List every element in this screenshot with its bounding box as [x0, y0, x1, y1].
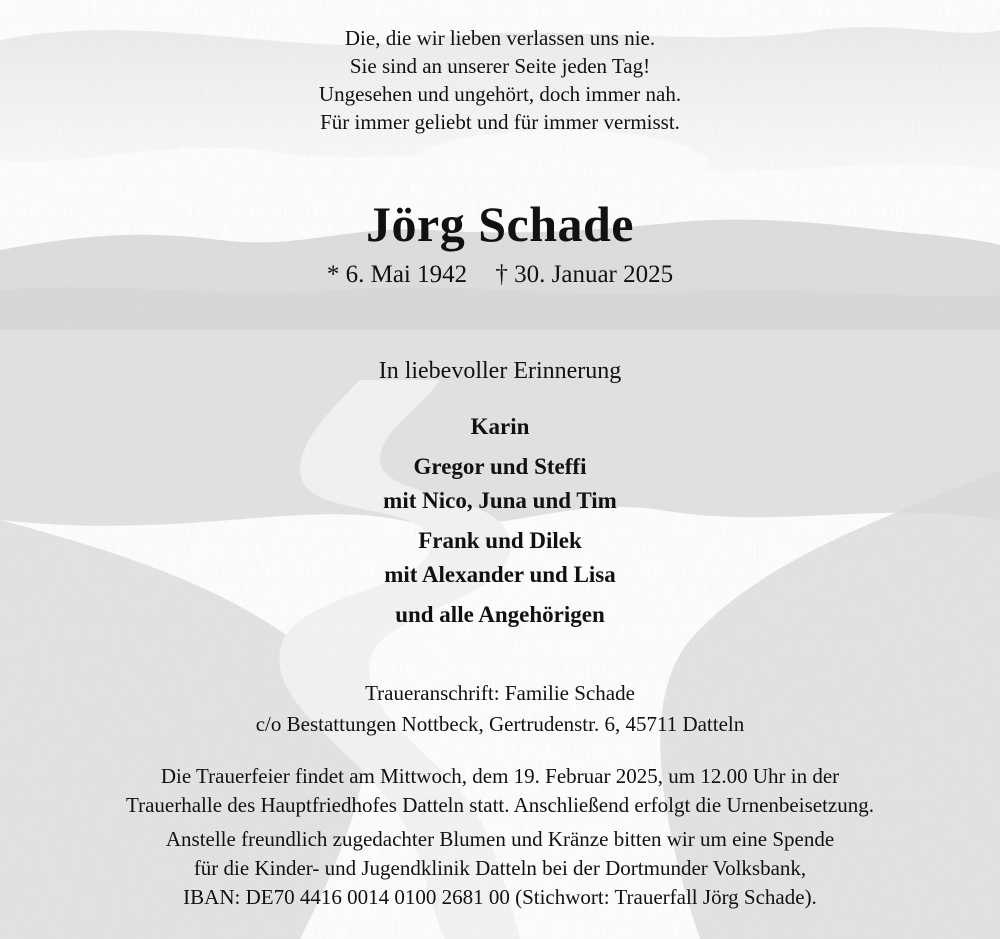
mourner-group: [0, 410, 1000, 444]
mourning-address: [0, 678, 1000, 740]
mourners-list: [0, 410, 1000, 638]
poem-line: Für immer geliebt und für immer vermisst.: [320, 110, 680, 134]
mourner-line: und alle Angehörigen: [395, 602, 605, 627]
notice-line: IBAN: DE70 4416 0014 0100 2681 00 (Stichwort: Trauerfall Jörg Schade).: [183, 885, 817, 909]
memorial-poem: [0, 24, 1000, 136]
mourner-group: [0, 598, 1000, 632]
poem-line: Sie sind an unserer Seite jeden Tag!: [349, 54, 651, 78]
notice-line: Anstelle freundlich zugedachter Blumen und Kränze bitten wir um eine Spende: [165, 827, 835, 851]
deceased-name: Jörg Schade: [366, 196, 634, 252]
donation-paragraph: [0, 825, 1000, 912]
birth-date: * 6. Mai 1942: [326, 261, 468, 288]
notice-line: Die Trauerfeier findet am Mittwoch, dem 19. Februar 2025, um 12.00 Uhr in der: [160, 764, 840, 788]
funeral-notice: [0, 762, 1000, 912]
mourner-group: [0, 450, 1000, 518]
notice-line: für die Kinder- und Jugendklinik Datteln bei der Dortmunder Volksbank,: [193, 856, 807, 880]
ceremony-paragraph: [0, 762, 1000, 820]
memory-line: In liebevoller Erinnerung: [378, 358, 622, 384]
mourner-group: [0, 524, 1000, 592]
mourner-line: Karin: [470, 414, 530, 439]
mourner-line: mit Alexander und Lisa: [384, 562, 616, 587]
mourner-line: Gregor und Steffi: [413, 454, 587, 479]
address-line: Traueranschrift: Familie Schade: [365, 681, 635, 705]
mourner-line: mit Nico, Juna und Tim: [383, 488, 617, 513]
notice-line: Trauerhalle des Hauptfriedhofes Datteln statt. Anschließend erfolgt die Urnenbeisetzung.: [125, 793, 874, 817]
poem-line: Ungesehen und ungehört, doch immer nah.: [318, 82, 682, 106]
address-line: c/o Bestattungen Nottbeck, Gertrudenstr. 6, 45711 Datteln: [255, 712, 745, 736]
mourner-line: Frank und Dilek: [418, 528, 582, 553]
poem-line: Die, die wir lieben verlassen uns nie.: [344, 26, 656, 50]
death-date: † 30. Januar 2025: [495, 261, 674, 288]
life-dates: [0, 258, 1000, 292]
